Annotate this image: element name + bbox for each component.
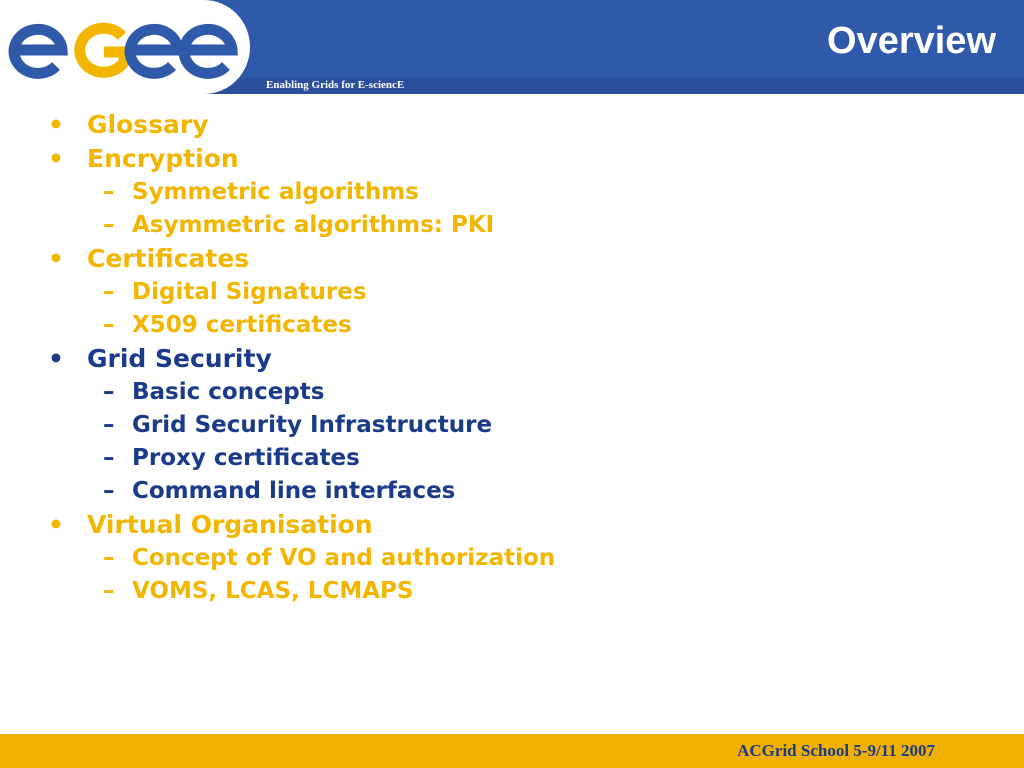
outline-item-text: Asymmetric algorithms: PKI	[132, 212, 495, 238]
outline-subitem	[0, 176, 1024, 209]
egee-tagline: Enabling Grids for E-sciencE	[266, 79, 405, 91]
outline-subitem	[0, 309, 1024, 342]
dash-marker: –	[103, 412, 115, 438]
outline-list	[0, 108, 1024, 608]
egee-logo	[0, 0, 250, 94]
outline-subitem	[0, 376, 1024, 409]
outline-subitem	[0, 542, 1024, 575]
bullet-marker: •	[48, 344, 64, 373]
dash-marker: –	[103, 578, 115, 604]
egee-logo-graphic	[0, 0, 250, 94]
outline-item-text: Grid Security Infrastructure	[132, 412, 493, 438]
dash-marker: –	[103, 478, 115, 504]
dash-marker: –	[103, 379, 115, 405]
logo-wordmark: egee	[0, 0, 3, 1]
outline-item-text: Certificates	[87, 244, 250, 273]
outline-item-text: Proxy certificates	[132, 445, 360, 471]
bullet-marker: •	[48, 110, 64, 139]
outline-subitem	[0, 475, 1024, 508]
footer-event: ACGrid School 5-9/11 2007	[737, 741, 935, 760]
outline-item-text: Command line interfaces	[132, 478, 456, 504]
outline-item-text: Concept of VO and authorization	[132, 545, 556, 571]
outline-item-text: Digital Signatures	[132, 279, 367, 305]
outline-item-text: Encryption	[87, 144, 239, 173]
header-bar	[0, 0, 1024, 94]
bullet-marker: •	[48, 244, 64, 273]
dash-marker: –	[103, 312, 115, 338]
footer-bar	[0, 734, 1024, 768]
outline-item-text: Basic concepts	[132, 379, 325, 405]
outline-item-text: X509 certificates	[132, 312, 352, 338]
dash-marker: –	[103, 212, 115, 238]
outline-subitem	[0, 409, 1024, 442]
bullet-marker: •	[48, 510, 64, 539]
outline-subitem	[0, 575, 1024, 608]
outline-item	[0, 142, 1024, 176]
outline-item	[0, 342, 1024, 376]
outline-subitem	[0, 276, 1024, 309]
outline-item-text: Glossary	[87, 110, 209, 139]
dash-marker: –	[103, 179, 115, 205]
outline-item-text: Grid Security	[87, 344, 272, 373]
outline-item-text: Symmetric algorithms	[132, 179, 419, 205]
bullet-marker: •	[48, 144, 64, 173]
outline-item	[0, 242, 1024, 276]
dash-marker: –	[103, 279, 115, 305]
dash-marker: –	[103, 445, 115, 471]
outline-item-text: Virtual Organisation	[87, 510, 373, 539]
outline-item	[0, 108, 1024, 142]
outline-subitem	[0, 442, 1024, 475]
dash-marker: –	[103, 545, 115, 571]
outline-item-text: VOMS, LCAS, LCMAPS	[132, 578, 414, 604]
outline-subitem	[0, 209, 1024, 242]
slide-title: Overview	[827, 20, 996, 62]
outline-item	[0, 508, 1024, 542]
